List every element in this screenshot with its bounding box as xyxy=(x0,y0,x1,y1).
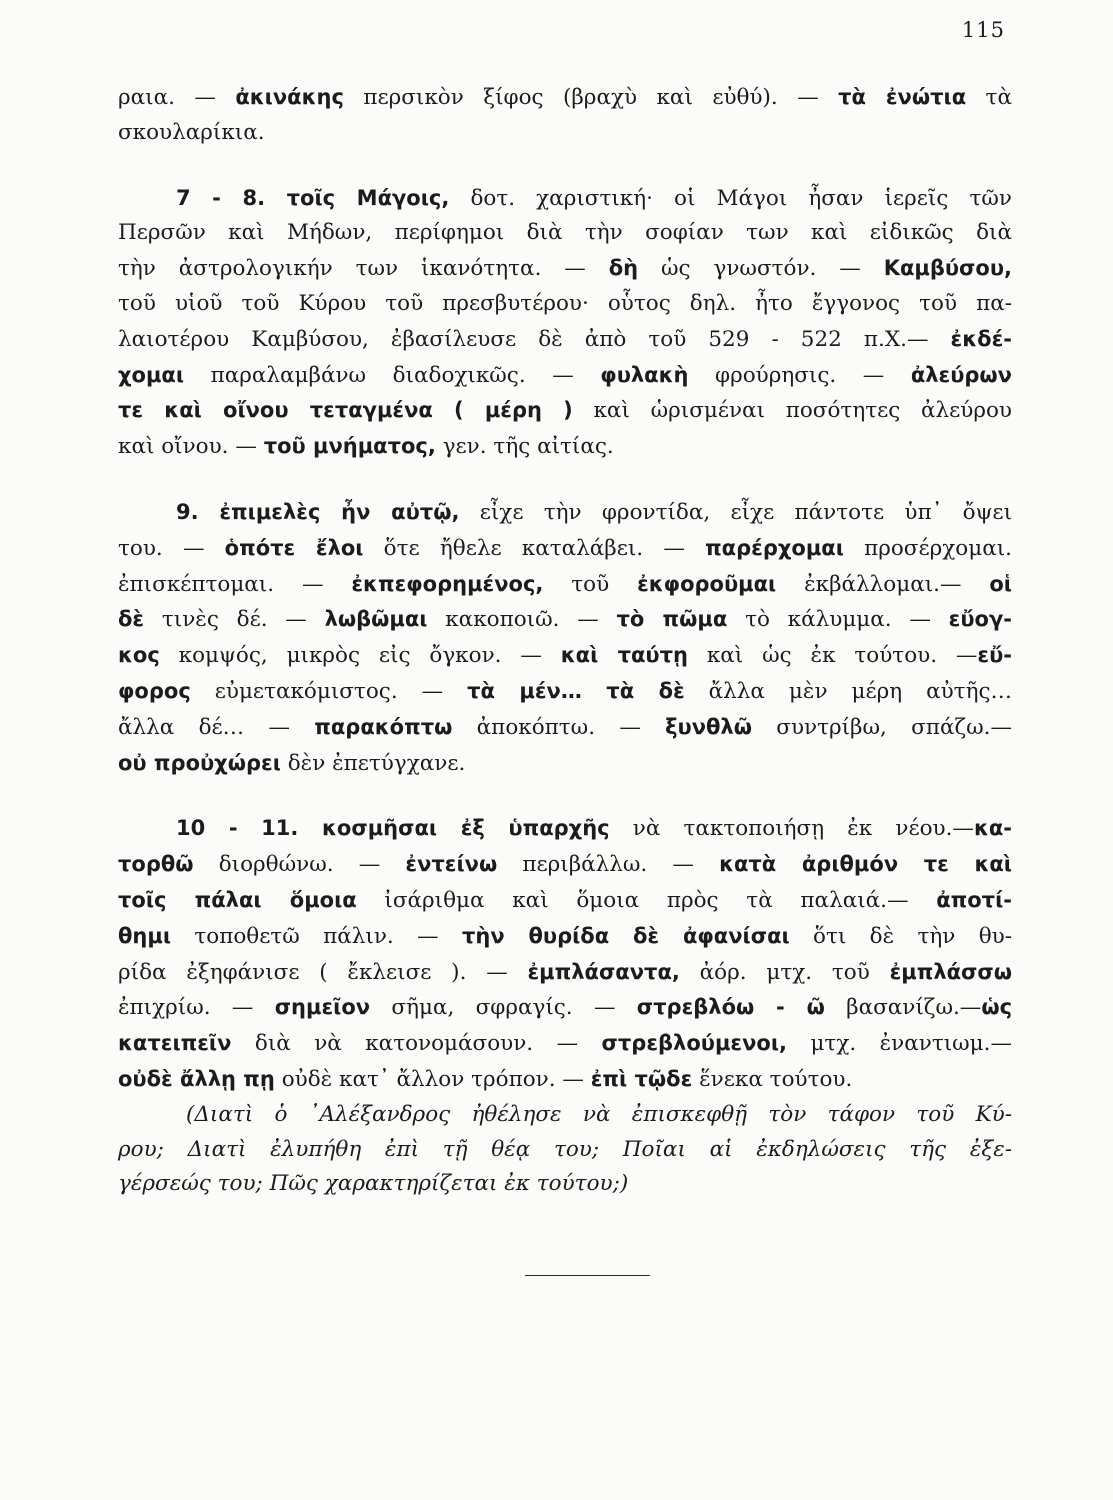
gloss-text: τοποθετῶ πάλιν. — xyxy=(171,923,462,949)
section-9 xyxy=(118,495,1012,781)
lemma: ἀποτί- xyxy=(936,887,1012,912)
text-line xyxy=(118,990,1012,1026)
text-line xyxy=(118,1133,1012,1168)
gloss-text: εἶχε τὴν φροντίδα, εἶχε πάντοτε ὑπ᾽ ὄψει xyxy=(459,499,1012,525)
text-line xyxy=(118,674,1012,710)
gloss-text: εὐμετακόμιστος. — xyxy=(190,678,468,704)
gloss-text: σκουλαρίκια. xyxy=(118,119,265,145)
lemma: κατὰ ἀριθμόν τε καὶ xyxy=(719,852,1012,877)
lemma: δὴ xyxy=(608,256,639,281)
gloss-text: διορθώνω. — xyxy=(193,852,406,878)
text-line xyxy=(118,567,1012,603)
lemma: Καμβύσου, xyxy=(883,256,1012,281)
gloss-text: ἀποκόπτω. — xyxy=(452,714,666,740)
lemma: τὰ ἐνώτια xyxy=(838,85,967,109)
lemma: στρεβλούμενοι, xyxy=(601,1031,787,1056)
gloss-text: νὰ τακτοποιήσῃ ἐκ νέου.— xyxy=(609,816,974,842)
gloss-text: δὲν ἐπετύγχανε. xyxy=(280,750,466,776)
gloss-text: συντρίβω, σπάζω.— xyxy=(751,714,1012,740)
gloss-text: ἄλλα μὲν μέρη αὐτῆς… xyxy=(684,678,1012,704)
gloss-text: παραλαμβάνω διαδοχικῶς. — xyxy=(184,362,601,388)
gloss-text: ἄλλα δέ… — xyxy=(118,714,315,740)
gloss-text: δοτ. χαριστική· οἱ Μάγοι ἦσαν ἱερεῖς τῶν xyxy=(449,185,1012,211)
text-line xyxy=(118,746,1012,782)
gloss-text: γεν. τῆς αἰτίας. xyxy=(435,434,614,460)
gloss-text: ραια. — xyxy=(118,85,236,110)
gloss-text: ἐκβάλλομαι.— xyxy=(776,571,990,597)
lemma: στρεβλόω - ῶ xyxy=(636,995,825,1020)
lemma: 10 - 11. κοσμῆσαι ἐξ ὑπαρχῆς xyxy=(176,816,610,841)
gloss-text: περσικὸν ξίφος (βραχὺ καὶ εὐθύ). — xyxy=(343,85,839,110)
lemma: τὸ πῶμα xyxy=(616,607,728,632)
lemma: ἀλεύρων xyxy=(910,362,1012,387)
lemma: οἱ xyxy=(989,571,1012,596)
lemma: παρακόπτω xyxy=(314,714,453,739)
gloss-text: ὅτε ἤθελε καταλάβει. — xyxy=(363,535,706,561)
gloss-text: (Διατὶ ὁ ᾽Αλέξανδρος ἠθέλησε νὰ ἐπισκεφθῇ τὸν τάφον τοῦ Κύ- xyxy=(186,1101,1012,1127)
lemma: ὁπότε ἔλοι xyxy=(224,535,364,560)
text-line xyxy=(118,919,1012,955)
gloss-text: τοῦ xyxy=(543,571,638,597)
text-line xyxy=(118,1026,1012,1062)
gloss-text: τὴν ἀστρολογικήν των ἱκανότητα. — xyxy=(118,256,609,282)
text-line xyxy=(118,495,1012,531)
section-10-11 xyxy=(118,811,1012,1097)
gloss-text: τοῦ υἱοῦ τοῦ Κύρου τοῦ πρεσβυτέρου· οὗτος δηλ. ἦτο ἔγγονος τοῦ πα- xyxy=(118,290,1012,316)
section-gap xyxy=(118,465,1012,495)
gloss-text: καὶ ὡς ἐκ τούτου. — xyxy=(687,643,978,669)
study-questions xyxy=(118,1098,1012,1202)
gloss-text: ἐπισκέπτομαι. — xyxy=(118,571,352,597)
gloss-text: καὶ οἴνου. — xyxy=(118,434,264,460)
text-line xyxy=(118,710,1012,746)
text-line xyxy=(118,602,1012,638)
lemma: καὶ ταύτῃ xyxy=(560,643,688,668)
lemma: ὡς xyxy=(981,995,1013,1020)
lemma: δὲ xyxy=(118,607,145,632)
gloss-text: ἰσάριθμα καὶ ὅμοια πρὸς τὰ παλαιά.— xyxy=(356,887,937,913)
text-line xyxy=(118,1098,1012,1133)
lemma: κατειπεῖν xyxy=(118,1031,232,1056)
lemma: 9. ἐπιμελὲς ἦν αὐτῷ, xyxy=(176,499,460,524)
gloss-text: τὰ xyxy=(966,85,1012,110)
gloss-text: μτχ. ἐναντιωμ.— xyxy=(787,1031,1012,1057)
lemma: παρέρχομαι xyxy=(705,535,844,560)
text-line xyxy=(118,429,1012,465)
lemma: φορος xyxy=(118,678,191,703)
text-line xyxy=(118,216,1012,251)
page-number: 115 xyxy=(961,18,1005,42)
lemma: τορθῶ xyxy=(118,852,194,877)
lemma: ἐκφοροῦμαι xyxy=(637,571,777,596)
lemma: τοῖς πάλαι ὅμοια xyxy=(118,887,357,912)
gloss-text: φρούρησις. — xyxy=(688,362,911,388)
lemma: σημεῖον xyxy=(274,995,371,1020)
lemma: οὐδὲ ἄλλῃ πῃ xyxy=(118,1066,275,1091)
section-gap xyxy=(118,151,1012,181)
text-line xyxy=(118,181,1012,217)
gloss-text: ἐπιχρίω. — xyxy=(118,995,275,1021)
gloss-text: ρου; Διατὶ ἐλυπήθη ἐπὶ τῇ θέᾳ του; Ποῖαι αἱ ἐκδηλώσεις τῆς ἐξε- xyxy=(118,1136,1012,1162)
text-line xyxy=(118,80,1012,116)
lemma: εὔ- xyxy=(977,643,1013,668)
gloss-text: περιβάλλω. — xyxy=(497,852,720,878)
gloss-text: ρίδα ἐξηφάνισε ( ἔκλεισε ). — xyxy=(118,959,528,985)
lemma: λωβῶμαι xyxy=(324,607,428,632)
gloss-text: οὐδὲ κατ᾽ ἄλλον τρόπον. — xyxy=(274,1066,591,1092)
closing-rule xyxy=(525,1275,650,1276)
lemma: κος xyxy=(118,643,160,668)
lemma: ἐπὶ τῷδε xyxy=(590,1066,693,1091)
gloss-text: τὸ κάλυμμα. — xyxy=(727,607,949,633)
gloss-text: καὶ ὡρισμέναι ποσότητες ἀλεύρου xyxy=(572,398,1012,424)
text-line xyxy=(118,322,1012,358)
lemma: οὐ προὐχώρει xyxy=(118,750,281,775)
lemma: τὴν θυρίδα δὲ ἀφανίσαι xyxy=(461,923,790,948)
commentary-text xyxy=(118,80,1012,1202)
section-intro xyxy=(118,80,1012,151)
gloss-text: κακοποιῶ. — xyxy=(427,607,617,633)
lemma: ἀκινάκης xyxy=(235,85,344,109)
text-line xyxy=(118,116,1012,151)
gloss-text: διὰ νὰ κατονομάσουν. — xyxy=(231,1031,602,1057)
gloss-text: Περσῶν καὶ Μήδων, περίφημοι διὰ τὴν σοφίαν των καὶ εἰδικῶς διὰ xyxy=(118,220,1012,246)
gloss-text: κομψός, μικρὸς εἰς ὄγκον. — xyxy=(159,643,561,669)
text-line xyxy=(118,955,1012,991)
gloss-text: τινὲς δέ. — xyxy=(144,607,325,633)
lemma: κα- xyxy=(973,816,1012,841)
text-line xyxy=(118,1062,1012,1098)
gloss-text: γέρσεώς του; Πῶς χαρακτηρίζεται ἐκ τούτου;) xyxy=(118,1171,629,1197)
gloss-text: βασανίζω.— xyxy=(824,995,982,1021)
lemma: ἐκδέ- xyxy=(950,326,1012,351)
text-line xyxy=(118,638,1012,674)
lemma: ἐμπλάσαντα, xyxy=(527,959,680,984)
gloss-text: ὡς γνωστόν. — xyxy=(638,256,884,282)
lemma: φυλακὴ xyxy=(600,362,689,387)
lemma: χομαι xyxy=(118,362,185,387)
lemma: ἐκπεφορημένος, xyxy=(351,571,544,596)
lemma: 7 - 8. τοῖς Μάγοις, xyxy=(176,185,450,210)
lemma: ξυνθλῶ xyxy=(665,714,752,739)
lemma: τοῦ μνήματος, xyxy=(263,434,436,459)
text-line xyxy=(118,287,1012,322)
text-line xyxy=(118,1167,1012,1202)
gloss-text: σῆμα, σφραγίς. — xyxy=(370,995,637,1021)
section-7-8 xyxy=(118,181,1012,465)
gloss-text: λαιοτέρου Καμβύσου, ἐβασίλευσε δὲ ἀπὸ τοῦ 529 - 522 π.Χ.— xyxy=(118,326,951,352)
text-line xyxy=(118,531,1012,567)
lemma: εὔογ- xyxy=(948,607,1012,632)
section-gap xyxy=(118,781,1012,811)
text-line xyxy=(118,251,1012,287)
gloss-text: ἀόρ. μτχ. τοῦ xyxy=(679,959,890,985)
lemma: θημι xyxy=(118,923,172,948)
text-line xyxy=(118,847,1012,883)
gloss-text: ὅτι δὲ τὴν θυ- xyxy=(789,923,1012,949)
gloss-text: ἕνεκα τούτου. xyxy=(692,1066,853,1092)
text-line xyxy=(118,811,1012,847)
lemma: τε καὶ οἴνου τεταγμένα ( μέρη ) xyxy=(118,398,573,423)
lemma: τὰ μέν… τὰ δὲ xyxy=(467,678,685,703)
text-line xyxy=(118,358,1012,394)
gloss-text: προσέρχομαι. xyxy=(843,535,1012,561)
lemma: ἐντείνω xyxy=(405,852,498,877)
text-line xyxy=(118,393,1012,429)
lemma: ἐμπλάσσω xyxy=(889,959,1013,984)
gloss-text: του. — xyxy=(118,535,225,561)
text-line xyxy=(118,883,1012,919)
